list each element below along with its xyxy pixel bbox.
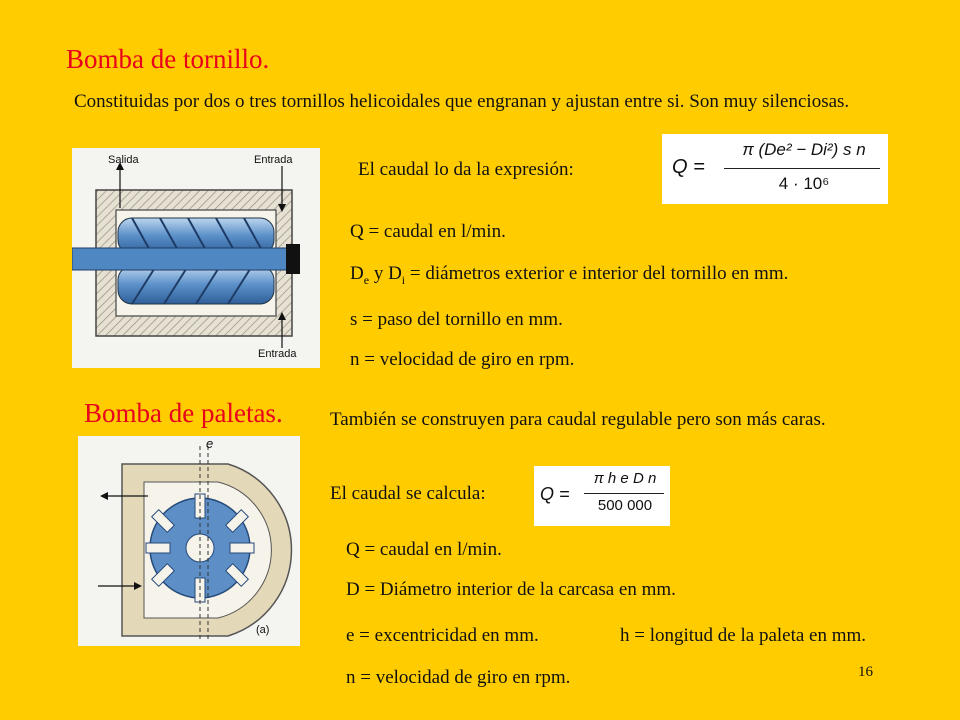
vane-flow-intro: El caudal se calcula:	[330, 483, 486, 504]
vane-def-d: D = Diámetro interior de la carcasa en mm.	[346, 579, 676, 600]
figure-label-salida: Salida	[108, 154, 139, 166]
screw-pump-title: Bomba de tornillo.	[66, 44, 270, 74]
vane-formula-denominator: 500 000	[597, 497, 653, 514]
screw-formula-bar	[724, 168, 880, 169]
screw-pump-figure	[72, 148, 320, 368]
screw-flow-intro: El caudal lo da la expresión:	[358, 159, 574, 180]
figure-label-entrada-bottom: Entrada	[258, 348, 297, 360]
def-d-prefix: D	[350, 263, 364, 284]
vane-def-e: e = excentricidad en mm.	[346, 625, 539, 646]
screw-def-diameters	[350, 260, 788, 294]
vane-def-n: n = velocidad de giro en rpm.	[346, 667, 571, 688]
figure-label-entrada-top: Entrada	[254, 154, 293, 166]
vane-figure-label-e: e	[206, 436, 214, 451]
vane-formula-bar	[584, 493, 664, 494]
vane-pump-intro: También se construyen para caudal regulable pero son más caras.	[330, 409, 826, 430]
vane-def-h: h = longitud de la paleta en mm.	[620, 625, 867, 646]
def-d-mid: y D	[369, 263, 402, 284]
vane-pump-diagram	[78, 436, 300, 646]
vane-figure-caption: (a)	[256, 624, 270, 636]
vane-formula-lhs: Q =	[540, 484, 570, 504]
vane-def-q: Q = caudal en l/min.	[346, 539, 502, 560]
page-number: 16	[858, 664, 873, 680]
def-d-sub-e: e	[363, 272, 370, 287]
screw-def-q: Q = caudal en l/min.	[350, 221, 506, 242]
screw-formula-lhs: Q =	[672, 156, 705, 178]
screw-formula-denominator: 4 · 10⁶	[778, 174, 830, 193]
vane-pump-title: Bomba de paletas.	[84, 398, 283, 428]
screw-pump-intro: Constituidas por dos o tres tornillos helicoidales que engranan y ajustan entre si. Son muy silenciosas.	[74, 91, 850, 112]
vane-pump-figure	[78, 436, 300, 646]
screw-pump-diagram	[72, 148, 320, 368]
screw-def-s: s = paso del tornillo en mm.	[350, 309, 563, 330]
screw-flow-formula	[662, 134, 888, 204]
screw-formula-numerator: π (De² − Di²) s n	[742, 140, 866, 159]
screw-def-n: n = velocidad de giro en rpm.	[350, 349, 575, 370]
def-d-rest: = diámetros exterior e interior del tornillo en mm.	[405, 263, 789, 284]
vane-formula-numerator: π h e D n	[593, 470, 657, 487]
def-d-sub-i: i	[401, 272, 406, 287]
vane-flow-formula	[534, 466, 670, 526]
